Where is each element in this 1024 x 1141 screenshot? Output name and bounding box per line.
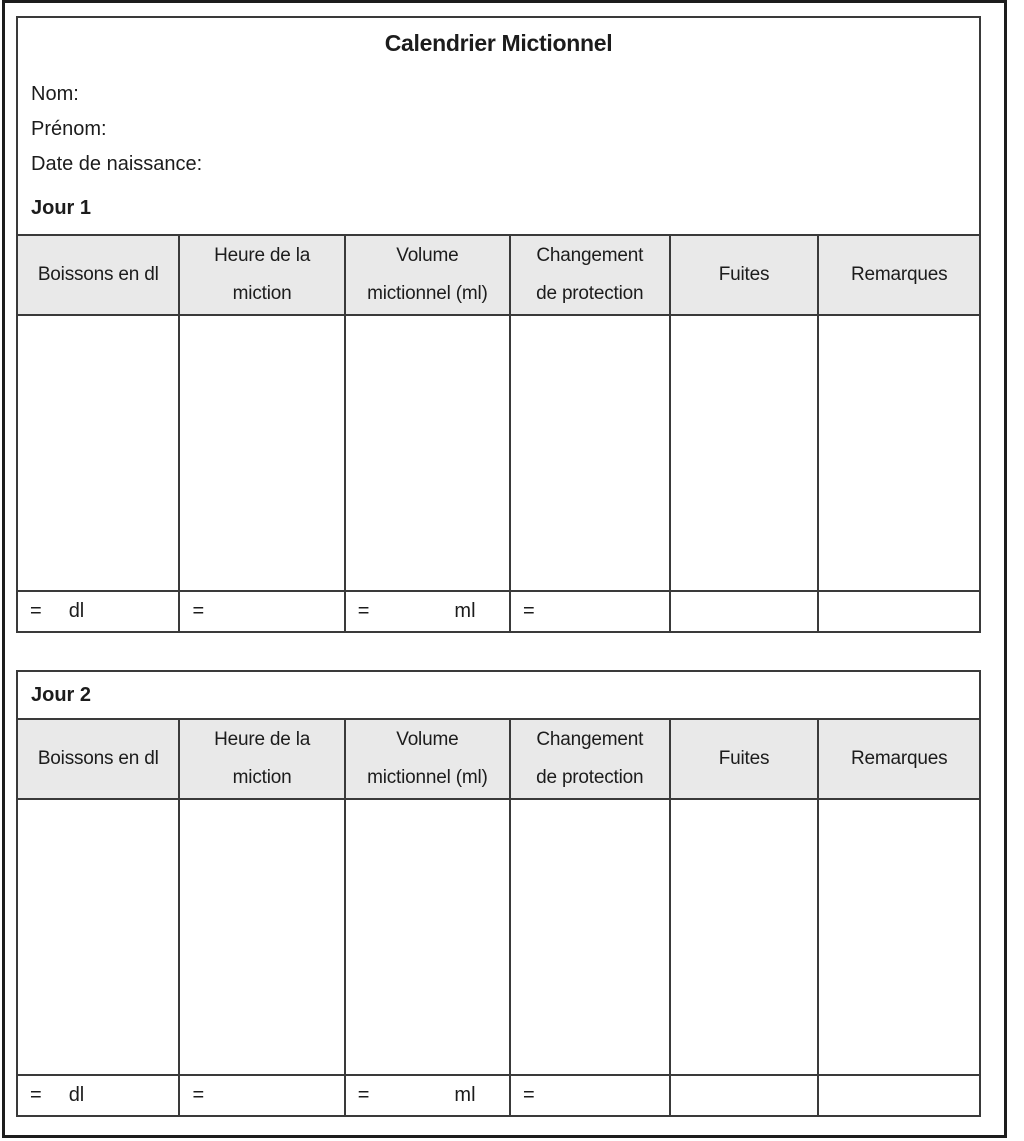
patient-field-prenom: Prénom: xyxy=(31,118,107,140)
totals-cell-volume xyxy=(345,591,510,631)
totals-sign: = xyxy=(357,600,370,622)
totals-cell-changement xyxy=(510,591,670,631)
day1-label: Jour 1 xyxy=(31,197,92,219)
entry-cell-volume xyxy=(345,799,510,1075)
entry-cell-remarques xyxy=(818,315,979,591)
column-header-heure-miction xyxy=(179,235,344,315)
column-header-text: Heure de la xyxy=(214,245,311,266)
totals-sign: = xyxy=(523,1084,535,1106)
column-header-text: Changement xyxy=(536,245,644,266)
column-header-boissons xyxy=(18,719,179,799)
entry-cell-volume xyxy=(345,315,510,591)
entry-cell-changement xyxy=(510,799,670,1075)
column-header-text: Volume xyxy=(396,729,459,750)
day2-label: Jour 2 xyxy=(31,684,92,706)
column-header-text: mictionnel (ml) xyxy=(367,767,488,788)
totals-cell-heure xyxy=(179,591,344,631)
day1-form-card xyxy=(16,16,981,633)
patient-fields xyxy=(31,77,979,182)
voiding-table-day2 xyxy=(18,718,979,1115)
totals-unit: dl xyxy=(68,600,85,622)
totals-row xyxy=(18,1075,979,1115)
column-header-changement-protection xyxy=(510,719,670,799)
column-header-fuites xyxy=(670,235,819,315)
entry-cell-changement xyxy=(510,315,670,591)
patient-field-nom: Nom: xyxy=(31,83,79,105)
totals-cell-boissons xyxy=(18,591,179,631)
entry-cell-boissons xyxy=(18,315,179,591)
entry-cell-heure xyxy=(179,315,344,591)
column-header-remarques xyxy=(818,719,979,799)
column-header-remarques xyxy=(818,235,979,315)
totals-cell-fuites xyxy=(670,1075,819,1115)
column-header-text: de protection xyxy=(536,283,644,304)
column-header-text: Fuites xyxy=(718,264,770,285)
entry-row xyxy=(18,315,979,591)
entry-cell-boissons xyxy=(18,799,179,1075)
column-header-text: Boissons en dl xyxy=(37,748,159,769)
totals-unit: ml xyxy=(454,1084,476,1106)
column-header-volume xyxy=(345,719,510,799)
totals-sign: = xyxy=(192,600,205,622)
entry-cell-fuites xyxy=(670,799,819,1075)
totals-sign: = xyxy=(30,600,42,622)
totals-unit: ml xyxy=(454,600,476,622)
form-title: Calendrier Mictionnel xyxy=(384,30,613,56)
column-header-text: de protection xyxy=(536,767,644,788)
column-header-text: Fuites xyxy=(718,748,770,769)
voiding-table-day1 xyxy=(18,234,979,631)
column-header-text: Boissons en dl xyxy=(37,264,159,285)
header-row xyxy=(18,719,979,799)
column-header-text: Remarques xyxy=(851,748,948,769)
totals-sign: = xyxy=(30,1084,42,1106)
column-header-boissons xyxy=(18,235,179,315)
totals-sign: = xyxy=(523,600,535,622)
entry-cell-heure xyxy=(179,799,344,1075)
header-row xyxy=(18,235,979,315)
totals-cell-heure xyxy=(179,1075,344,1115)
patient-field-date-naissance: Date de naissance: xyxy=(31,153,203,175)
day2-form-card xyxy=(16,670,981,1117)
totals-cell-remarques xyxy=(818,1075,979,1115)
column-header-text: Remarques xyxy=(851,264,948,285)
column-header-changement-protection xyxy=(510,235,670,315)
column-header-text: Volume xyxy=(396,245,459,266)
entry-row xyxy=(18,799,979,1075)
totals-unit: dl xyxy=(68,1084,85,1106)
column-header-volume xyxy=(345,235,510,315)
column-header-fuites xyxy=(670,719,819,799)
totals-sign: = xyxy=(192,1084,205,1106)
column-header-text: Heure de la xyxy=(214,729,311,750)
column-header-text: miction xyxy=(232,283,292,304)
totals-cell-volume xyxy=(345,1075,510,1115)
totals-cell-fuites xyxy=(670,591,819,631)
totals-cell-remarques xyxy=(818,591,979,631)
totals-cell-boissons xyxy=(18,1075,179,1115)
entry-cell-fuites xyxy=(670,315,819,591)
entry-cell-remarques xyxy=(818,799,979,1075)
column-header-heure-miction xyxy=(179,719,344,799)
column-header-text: mictionnel (ml) xyxy=(367,283,488,304)
column-header-text: Changement xyxy=(536,729,644,750)
totals-row xyxy=(18,591,979,631)
column-header-text: miction xyxy=(232,767,292,788)
totals-cell-changement xyxy=(510,1075,670,1115)
totals-sign: = xyxy=(357,1084,370,1106)
